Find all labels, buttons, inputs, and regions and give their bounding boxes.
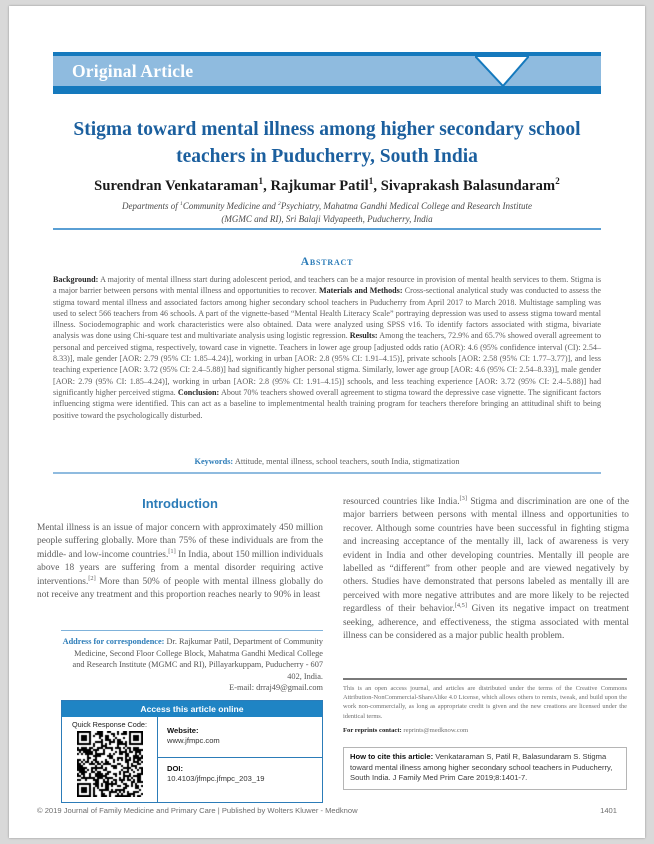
qr-code-icon[interactable] xyxy=(77,731,143,797)
introduction-paragraph-left: Mental illness is an issue of major concern with approximately 450 million people suffering globally. More than 75% of these individuals are from the middle- and low-income countries.[1] In India, about 150 million individuals above 18 years are suffering from a mental disorder requiring active interventions.[2] More than 50% of people with mental illness globally do not receive any treatment and this proportion reaches nearly to 90% in least xyxy=(37,523,324,601)
doi-cell[interactable] xyxy=(158,758,322,791)
author-1: Surendran Venkataraman$^1$ xyxy=(94,176,264,194)
introduction-heading: Introduction xyxy=(142,496,218,511)
banner-bottom-bar xyxy=(53,86,601,94)
how-to-cite-box xyxy=(343,747,627,790)
author-2: Rajkumar Patil$^1$ xyxy=(270,176,374,194)
doi-value[interactable]: 10.4103/jfmpc.jfmpc_203_19 xyxy=(167,774,265,783)
reprints-line xyxy=(343,727,627,734)
reference-marker[interactable]: [2] xyxy=(88,574,96,582)
affiliation-mark: 1 xyxy=(180,201,183,207)
doi-label: DOI: xyxy=(167,763,184,773)
page-number: 1401 xyxy=(600,806,617,815)
abstract-background-label: Background: xyxy=(53,275,99,284)
article-page xyxy=(9,6,645,838)
author-list: Surendran Venkataraman$^1$, Rajkumar Patil$^1$, Sivaprakash Balasundaram$^2$ xyxy=(94,176,560,194)
abstract-results-label: Results: xyxy=(349,331,378,341)
correspondence-label: Address for correspondence: xyxy=(62,637,165,646)
author-3: Sivaprakash Balasundaram$^2$ xyxy=(380,176,560,194)
correspondence-text: Dr. Rajkumar Patil, Department of Community Medicine, Second Floor College Block, Mahatma Gandhi Medical College and Research Institute (MGMC and RI), Pillayarkuppam, Puducherry - 607 402, India. xyxy=(72,637,323,681)
keywords-divider xyxy=(53,472,601,474)
how-to-cite-text: Venkataraman S, Patil R, Balasundaram S. Stigma toward mental illness among higher secondary school teachers in Puducherry, South India. J Family Med Prim Care 2019;8:1401-7. xyxy=(350,752,613,783)
abstract-conclusion-label: Conclusion: xyxy=(177,387,220,397)
reprints-label: For reprints contact: xyxy=(343,727,402,734)
affiliation-mark: 2 xyxy=(278,201,281,207)
original-article-banner xyxy=(53,52,601,98)
access-box-title: Access this article online xyxy=(62,701,322,717)
website-value[interactable]: www.jfmpc.com xyxy=(167,736,220,745)
authors-divider xyxy=(53,228,601,230)
left-column xyxy=(37,496,323,602)
page-title: Stigma toward mental illness among higher secondary school teachers in Puducherry, South India xyxy=(73,119,581,167)
website-cell[interactable] xyxy=(158,717,322,758)
author-affiliation-mark: 1 xyxy=(368,176,374,187)
abstract-methods-label: Materials and Methods: xyxy=(318,286,403,296)
keywords-line xyxy=(53,457,601,466)
banner-label: Original Article xyxy=(72,61,194,81)
abstract-background-text: A majority of mental illness start during adolescent period, and teachers can be a major resource in provision of mental health services to them. Stigma is a major barrier between persons with mental illness and opportunities to recover. xyxy=(53,275,601,296)
author-affiliation-mark: 1 xyxy=(258,176,264,187)
reference-marker[interactable]: [4,5] xyxy=(454,602,467,610)
abstract-methods-text: Cross-sectional analytical study was conducted to assess the stigma toward mental illness and associated factors among higher secondary school teachers in Puducherry from April 2017 to March 2018. Multistage sampling was used to select 566 teachers from 46 schools. A part of the vignette-based “Mental Health Literacy Scale” portraying depression was used to assess stigma toward mental illness. Sociodemographic and work characteristics were also obtained. Data were analyzed using SPSS v16. To identify factors associated with stigma, bivariate analysis was done using Chi-square test and multivariate analysis using logistic regression. xyxy=(53,286,601,341)
abstract-results-text: Among the teachers, 72.9% and 65.7% showed overall agreement to personal and perceived stigma, respectively, toward case in vignette. Teachers in lower age group [adjusted odds ratio (AOR): 4.6 (95% confidence interval (CI): 2.54–8.33)], male gender [AOR: 2.79 (95% CI: 1.85–4.24)], working in urban [AOR: 2.8 (95% CI: 1.91–4.15)], private schools [AOR: 2.58 (95% CI: 1.77–3.77)], and less teaching experience [AOR: 3.72 (95% CI: 2.4–5.88)] had significantly higher personal stigma. Similarly, lower age group [AOR: 4.6 (95% CI: 2.54–8.33)], male gender [AOR: 2.79 (95% CI: 1.85–4.24)], working in urban [AOR: 2.8 (95% CI: 1.91–4.15)] schools, and less teaching experience [AOR: 3.72 (95% CI: 2.4–5.88)] had significantly higher perceived stigma. xyxy=(53,331,601,397)
reference-marker[interactable]: [1] xyxy=(168,547,176,555)
qr-code-label: Quick Response Code: xyxy=(71,719,148,729)
correspondence-block xyxy=(61,636,323,694)
correspondence-email[interactable]: drraj49@gmail.com xyxy=(256,683,323,693)
abstract-heading: Abstract xyxy=(300,256,354,268)
reprints-value[interactable]: reprints@medknow.com xyxy=(403,727,469,734)
footer-copyright: © 2019 Journal of Family Medicine and Primary Care | Published by Wolters Kluwer - Medknow xyxy=(37,806,358,815)
right-column xyxy=(343,496,629,643)
website-label: Website: xyxy=(167,725,199,735)
introduction-paragraph-right: resourced countries like India.[3] Stigma and discrimination are one of the major barriers between persons with mental illness and opportunities to recover. Although some countries have been successful in fighting stigma and increasing acceptance of the mentally ill, lack of awareness is very evident in India and other developing countries. Mentally ill people are labelled as “different” from other people and are viewed negatively by others. Studies have demonstrated that persons labeled as mentally ill are perceived with more negative attributes and are more likely to be rejected regardless of their behavior.[4,5] Given its negative impact on treatment seeking, adherence, and effectiveness, the stigma associated with mental illness can be considered as a major public health problem. xyxy=(343,494,629,642)
qr-code-cell xyxy=(62,717,158,802)
keywords-label: Keywords: xyxy=(194,457,234,466)
keywords-text: Attitude, mental illness, school teachers, south India, stigmatization xyxy=(234,457,460,466)
access-article-box xyxy=(61,700,323,803)
how-to-cite-label: How to cite this article: xyxy=(350,752,434,761)
correspondence-divider xyxy=(61,630,323,631)
affiliation-block: Departments of $^1$Community Medicine and $^2$Psychiatry, Mahatma Gandhi Medical College and Research Institute (MGMC and RI), Sri Balaji Vidyapeeth, Puducherry, India xyxy=(122,201,532,224)
author-affiliation-mark: 2 xyxy=(555,176,560,187)
correspondence-email-label: E-mail: xyxy=(229,683,255,693)
reference-marker[interactable]: [3] xyxy=(459,494,467,502)
abstract-conclusion-text: About 70% teachers showed overall agreement to stigma toward the depressive case vignette. The significant factors influencing stigma were identified. This can act as a baseline to implementmental health training program for teachers therefore bringing an attitudinal shift to being positive toward the psychologically disturbed. xyxy=(53,387,601,420)
license-text: This is an open access journal, and articles are distributed under the terms of the Creative Commons Attribution-NonCommercial-ShareAlike 4.0 License, which allows others to remix, tweak, and build upon the work non-commercially, as long as appropriate credit is given and the new creations are licensed under the identical terms. xyxy=(343,685,627,720)
abstract-body xyxy=(53,274,601,421)
legal-divider xyxy=(343,678,627,680)
